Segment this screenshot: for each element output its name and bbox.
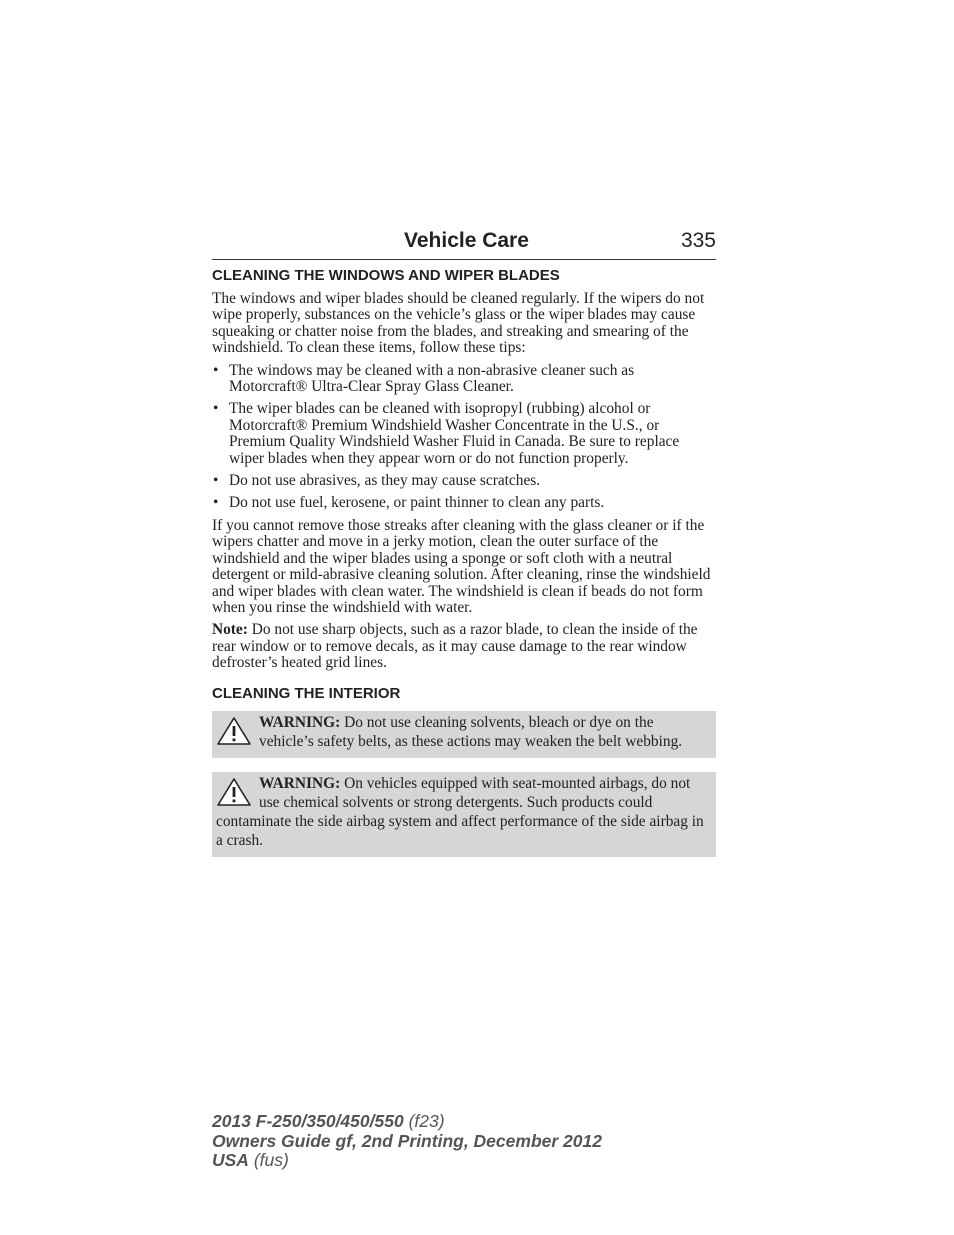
list-item: • Do not use fuel, kerosene, or paint thinner to clean any parts. (212, 495, 716, 511)
tips-list (212, 363, 716, 512)
page-number: 335 (680, 229, 716, 252)
footer-printing: Owners Guide gf, 2nd Printing, December 2012 (212, 1130, 602, 1151)
footer-line-model (212, 1112, 602, 1132)
section-title: Vehicle Care (404, 229, 529, 252)
footer-model: 2013 F-250/350/450/550 (212, 1111, 404, 1131)
note-label: Note: (212, 621, 248, 639)
warning-box (212, 711, 716, 758)
footer-region-code: (fus) (248, 1150, 289, 1170)
intro-paragraph: The windows and wiper blades should be cleaned regularly. If the wipers do not wipe properly, substances on the vehicle’s glass or the wiper blades may cause squeaking or chatter noise from the blades, and streaking and smearing of the windshield. To clean these items, follow these tips: (212, 290, 705, 357)
warning-triangle-icon (216, 716, 252, 746)
warning-triangle-icon (216, 777, 252, 807)
warning-text: Do not use cleaning solvents, bleach or dye on the vehicle’s safety belts, as these actions may weaken the belt webbing. (259, 713, 683, 750)
page-header (212, 229, 716, 260)
note-paragraph (212, 622, 716, 671)
warning-label: WARNING: (259, 713, 341, 731)
warning-label: WARNING: (259, 774, 341, 792)
heading-cleaning-interior: CLEANING THE INTERIOR (212, 684, 401, 702)
warning-box (212, 772, 716, 857)
streaks-paragraph: If you cannot remove those streaks after cleaning with the glass cleaner or if the wipers chatter and move in a jerky motion, clean the outer surface of the windshield and the wiper blades using a sponge or soft cloth with a neutral detergent or mild-abrasive cleaning solution. After cleaning, rinse the windshield and wiper blades with clean water. The windshield is clean if beads do not form when you rinse the windshield with water. (212, 516, 711, 616)
list-item: • The windows may be cleaned with a non-abrasive cleaner such as Motorcraft® Ultra-Clear Spray Glass Cleaner. (212, 363, 716, 396)
page-content (212, 267, 716, 871)
footer-region: USA (212, 1150, 249, 1170)
heading-cleaning-windows: CLEANING THE WINDOWS AND WIPER BLADES (212, 267, 560, 284)
footer-line-printing (212, 1132, 602, 1152)
footer-line-region (212, 1151, 602, 1171)
list-item: • Do not use abrasives, as they may cause scratches. (212, 473, 716, 489)
warning-text: On vehicles equipped with seat-mounted airbags, do not use chemical solvents or strong detergents. Such products could contaminate the side airbag system and affect performance of the side airbag in a crash. (216, 774, 704, 849)
page-footer (212, 1112, 602, 1171)
list-item: • The wiper blades can be cleaned with isopropyl (rubbing) alcohol or Motorcraft® Premium Windshield Washer Concentrate in the U.S., or Premium Quality Windshield Washer Fluid in Canada. Be sure to replace wiper blades when they appear worn or do not function properly. (212, 401, 716, 467)
note-text: Do not use sharp objects, such as a razor blade, to clean the inside of the rear window or to remove decals, as it may cause damage to the rear window defroster’s heated grid lines. (212, 621, 698, 672)
footer-model-code: (f23) (403, 1111, 445, 1131)
